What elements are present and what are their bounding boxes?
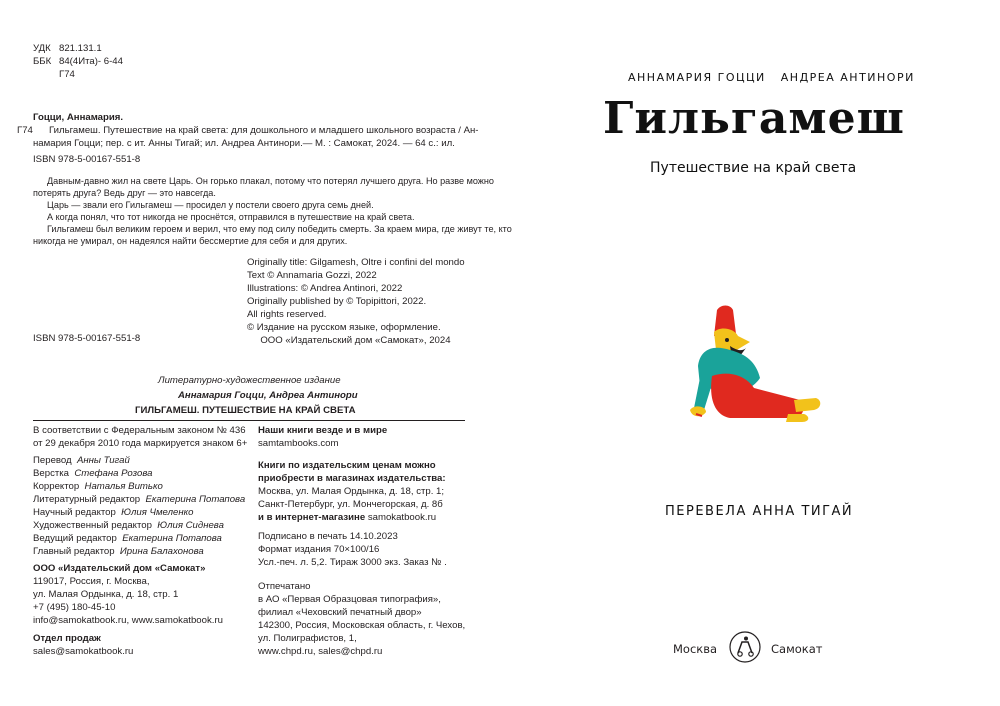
shops-title: Книги по издательским ценам можно: [258, 460, 436, 471]
annotation-line: Гильгамеш был великим героем и верил, что ему под силу победить смерть. За краем мира, где живут те, кто: [47, 224, 512, 234]
isbn: ISBN 978-5-00167-551-8: [33, 333, 141, 344]
copyright-line: © Издание на русском языке, оформление.: [247, 322, 441, 333]
annotation-line: Царь — звали его Гильгамеш — просидел у постели своего друга семь дней.: [47, 200, 374, 210]
online-label: и в интернет-магазине: [258, 512, 366, 523]
udk-value: 821.131.1: [59, 43, 102, 54]
translator-credit: ПЕРЕВЕЛА АННА ТИГАЙ: [665, 504, 854, 519]
credit-row: Художественный редактор Юлия Сиднева: [33, 520, 224, 531]
publisher-mark: Самокат: [771, 642, 823, 656]
publisher-info-line: ул. Малая Ордынка, д. 18, стр. 1: [33, 589, 179, 600]
annotation-line: Давным-давно жил на свете Царь. Он горько плакал, потому что потерял лучшего друга. Но разве можно: [47, 176, 494, 186]
shops-block: [258, 459, 446, 524]
printed-block: [258, 580, 465, 658]
print-info: [258, 530, 447, 569]
sales-email: sales@samokatbook.ru: [33, 646, 134, 657]
print-info-line: Подписано в печать 14.10.2023: [258, 531, 398, 542]
online-site: samokatbook.ru: [367, 512, 437, 523]
bbk-label: ББК: [33, 56, 52, 67]
law-line: от 29 декабря 2010 года маркируется знаком 6+: [33, 438, 248, 449]
edition-authors: Аннамария Гоцци, Андреа Антинори: [178, 390, 358, 401]
credit-row: Верстка Стефана Розова: [33, 468, 153, 479]
sales-title: Отдел продаж: [33, 633, 101, 644]
copyright-line: Originally published by © Topipittori, 2022.: [247, 296, 427, 307]
credit-row: Корректор Наталья Витько: [33, 481, 163, 492]
author-mark: Г74: [59, 69, 75, 80]
copyright-block: [247, 256, 465, 347]
udk-block: [33, 42, 123, 81]
annotation-line: никогда не умирал, он надеялся найти бессмертие для себя и для других.: [33, 236, 348, 246]
book-subtitle: Путешествие на край света: [650, 160, 857, 176]
printed-line: филиал «Чеховский печатный двор»: [258, 607, 422, 618]
credit-row: Научный редактор Юлия Чмеленко: [33, 507, 194, 518]
copyright-line: Illustrations: © Andrea Antinori, 2022: [247, 283, 403, 294]
printed-line: в АО «Первая Образцовая типография»,: [258, 594, 441, 605]
printed-line: 142300, Россия, Московская область, г. Чехов,: [258, 620, 466, 631]
credit-row: Главный редактор Ирина Балахонова: [33, 546, 204, 557]
credit-row: Литературный редактор Екатерина Потапова: [33, 494, 246, 505]
credit-row: Ведущий редактор Екатерина Потапова: [33, 533, 222, 544]
city: Москва: [673, 642, 718, 656]
credit-row: Перевод Анны Тигай: [33, 455, 130, 466]
shops-title: приобрести в магазинах издательства:: [258, 473, 446, 484]
shop-address: Москва, ул. Малая Ордынка, д. 18, стр. 1;: [258, 486, 445, 497]
annotation-line: потерять друга? Ведь друг — это навсегда.: [33, 188, 216, 198]
print-info-line: Усл.-печ. л. 5,2. Тираж 3000 экз. Заказ № .: [258, 557, 447, 568]
book-title: Гильгамеш: [603, 93, 905, 144]
catalog-text-1: Гильгамеш. Путешествие на край света: для дошкольного и младшего школьного возраста / Ан-: [49, 125, 479, 136]
printed-line: www.chpd.ru, sales@chpd.ru: [258, 646, 383, 657]
annotation: [33, 175, 512, 247]
divider-rule: [33, 420, 465, 421]
publisher-name: ООО «Издательский дом «Самокат»: [33, 563, 206, 574]
title-authors: АННАМАРИЯ ГОЦЦИ АНДРЕА АНТИНОРИ: [628, 71, 915, 84]
annotation-line: А когда понял, что тот никогда не проснётся, отправился в путешествие на край света.: [47, 212, 415, 222]
catalog-text-2: намария Гоцци; пер. с ит. Анны Тигай; ил. Андреа Антинори.— М. : Самокат, 2024. — 64 с.: ил.: [33, 138, 455, 149]
books-site: samtambooks.com: [258, 438, 339, 449]
law-text: [33, 424, 247, 450]
law-line: В соответствии с Федеральным законом № 436: [33, 425, 246, 436]
printed-line: Отпечатано: [258, 581, 311, 592]
bbk-value: 84(4Ита)- 6-44: [59, 56, 123, 67]
catalog-mark: Г74: [17, 125, 33, 136]
print-info-line: Формат издания 70×100/16: [258, 544, 380, 555]
publisher-info: [33, 575, 223, 627]
publisher-info-line: 119017, Россия, г. Москва,: [33, 576, 150, 587]
credits-list: [33, 454, 245, 558]
copyright-line: Originally title: Gilgamesh, Oltre i confini del mondo: [247, 257, 465, 268]
publisher-info-line: info@samokatbook.ru, www.samokatbook.ru: [33, 615, 223, 626]
edition-type: Литературно-художественное издание: [158, 375, 341, 386]
edition-title: ГИЛЬГАМЕШ. ПУТЕШЕСТВИЕ НА КРАЙ СВЕТА: [135, 405, 356, 416]
copyright-line: Text © Annamaria Gozzi, 2022: [247, 270, 377, 281]
copyright-line: ООО «Издательский дом «Самокат», 2024: [247, 335, 451, 346]
copyright-line: All rights reserved.: [247, 309, 327, 320]
seated-figure-illustration: [690, 304, 830, 426]
shop-address: Санкт-Петербург, ул. Мончегорская, д. 8б: [258, 499, 443, 510]
books-title: Наши книги везде и в мире: [258, 425, 388, 436]
samokat-logo-icon: [728, 630, 762, 664]
udk-label: УДК: [33, 43, 51, 54]
catalog-isbn: ISBN 978-5-00167-551-8: [33, 154, 141, 165]
publisher-info-line: +7 (495) 180-45-10: [33, 602, 116, 613]
catalog-author: Гоцци, Аннамария.: [33, 112, 124, 123]
printed-line: ул. Полиграфистов, 1,: [258, 633, 357, 644]
